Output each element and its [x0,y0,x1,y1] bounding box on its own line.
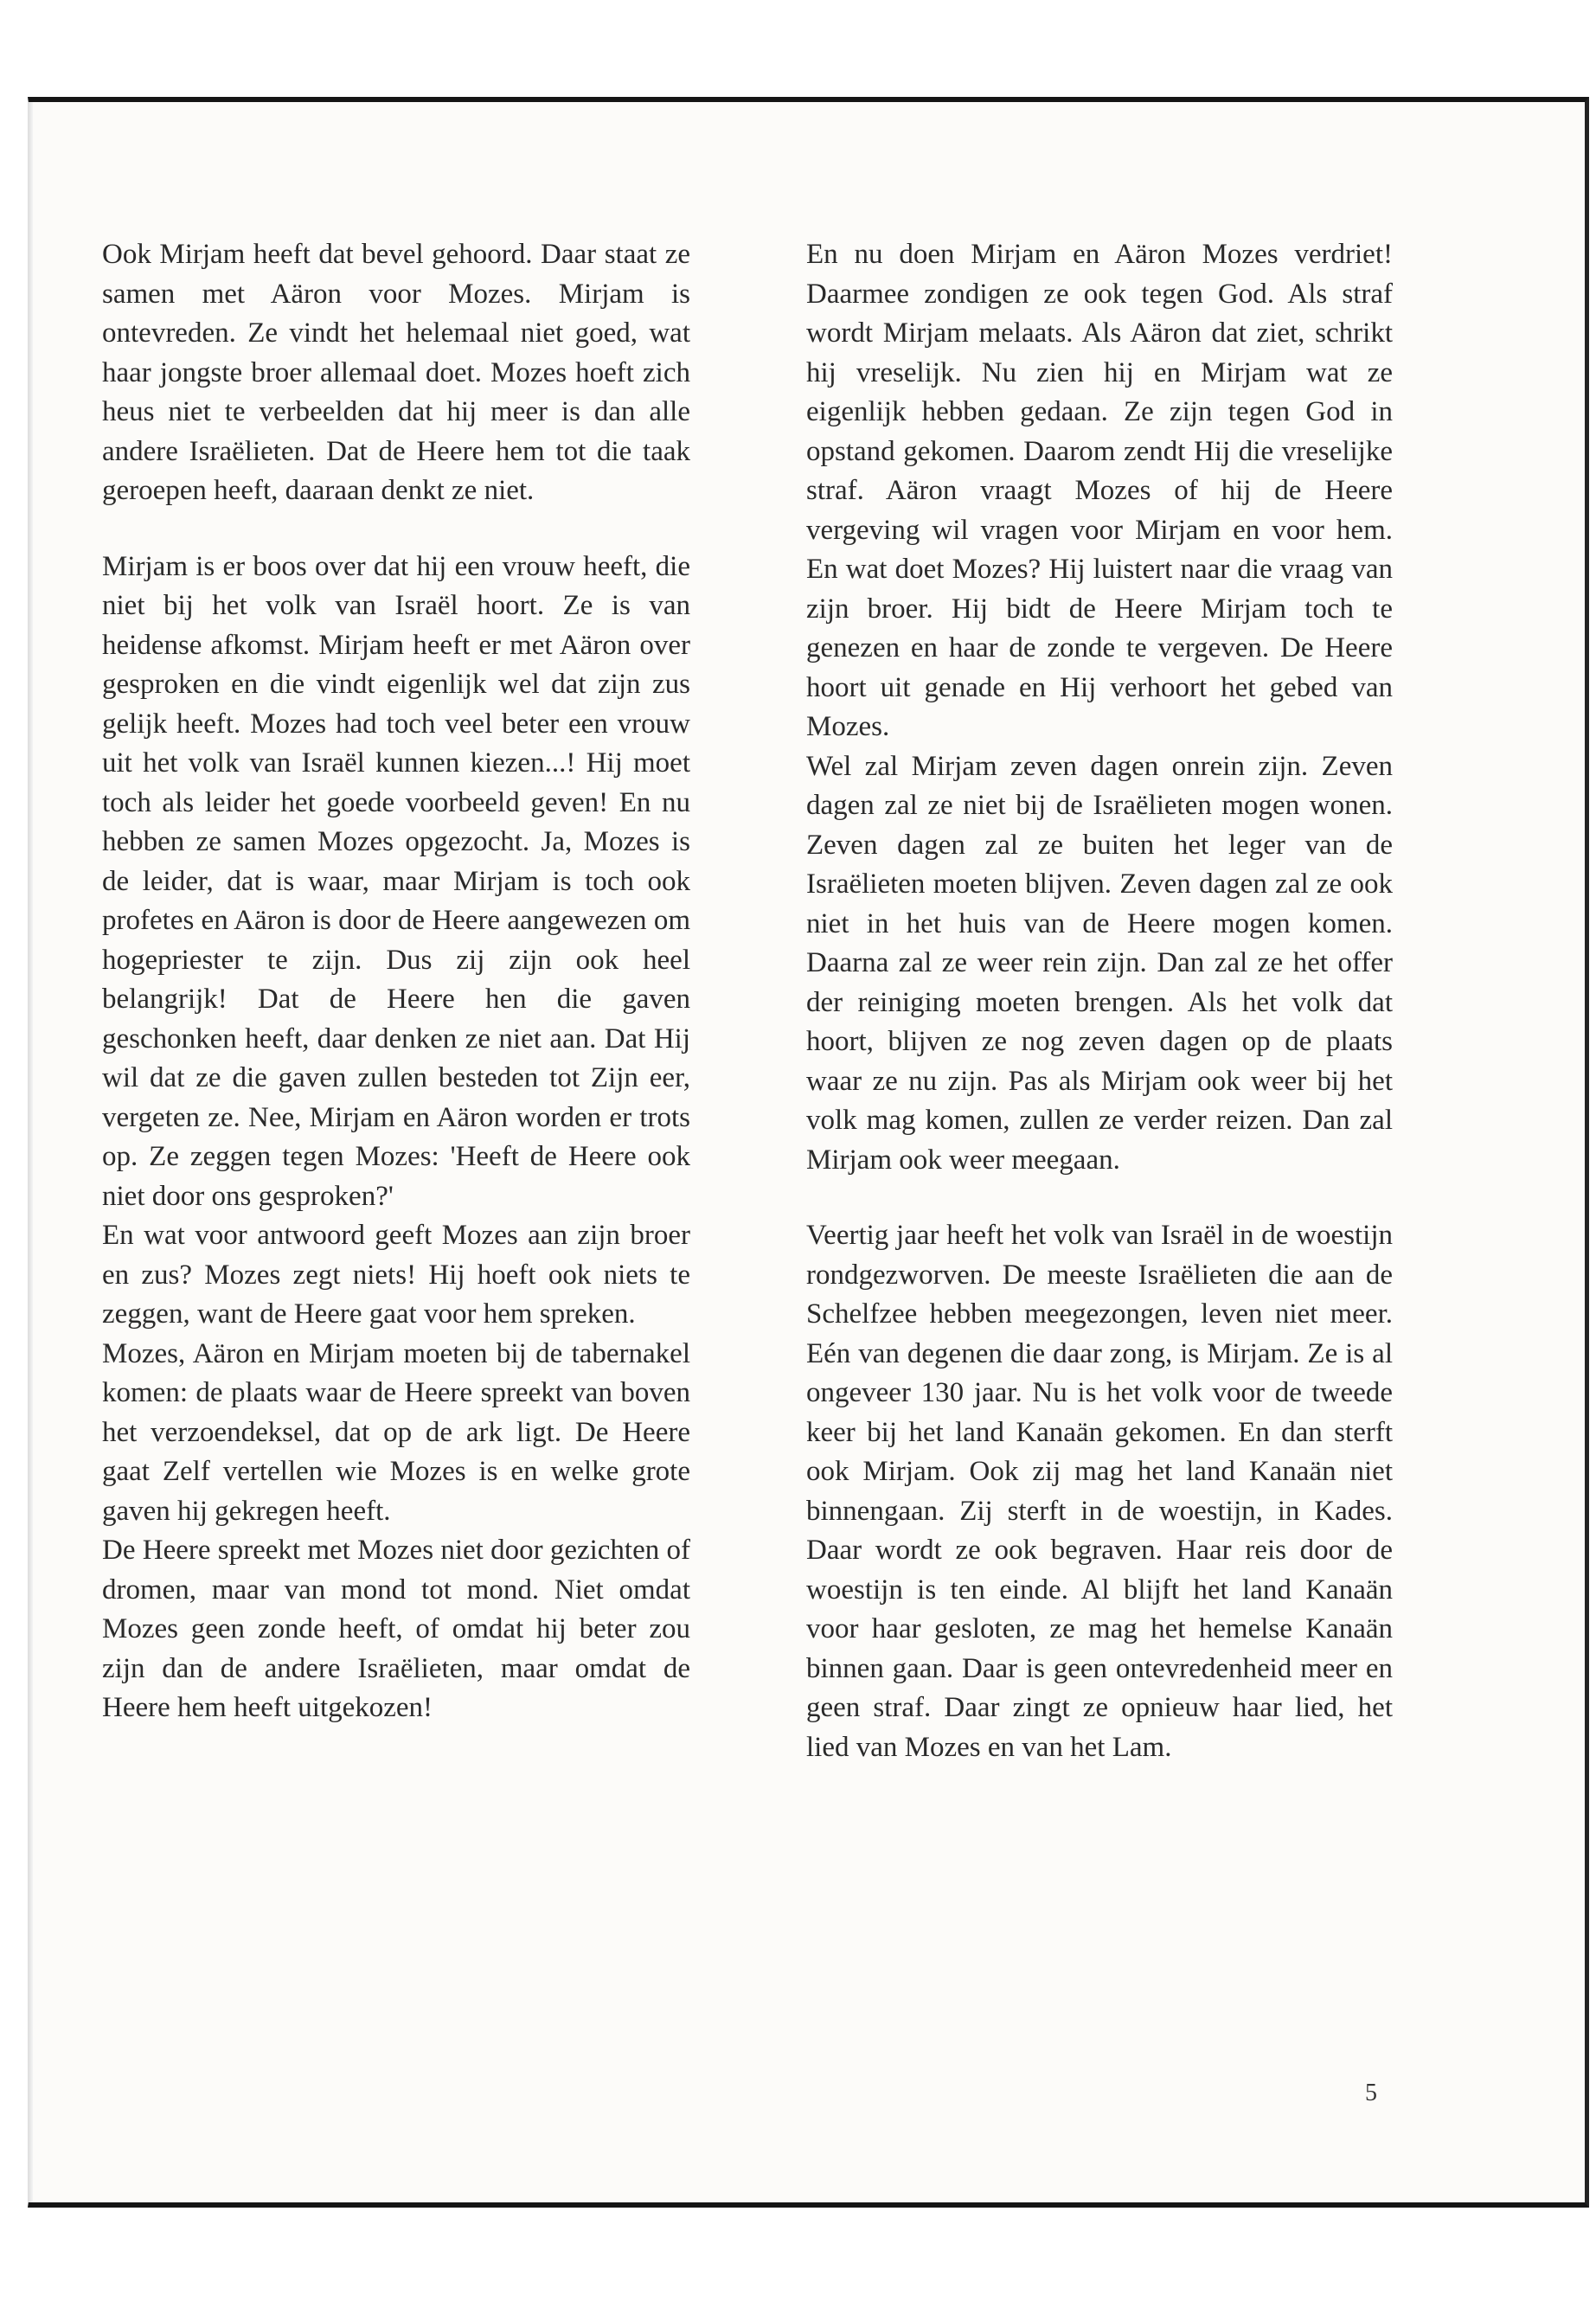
left-paragraph-3: En wat voor antwoord geeft Mozes aan zijn broer en zus? Mozes zegt niets! Hij hoeft ook niets te zeggen, want de Heere gaat voor hem spreken. [102,1220,690,1330]
left-paragraph-2: Mirjam is er boos over dat hij een vrouw heeft, die niet bij het volk van Israël hoort. Ze is van heidense afkomst. Mirjam heeft er met Aäron over gesproken en die vindt eigenlijk wel dat zijn zus gelijk heeft. Mozes had toch veel beter een vrouw uit het volk van Israël kunnen kiezen...! Hij moet toch als leider het goede voorbeeld geven! En nu hebben ze samen Mozes opgezocht. Ja, Mozes is de leider, dat is waar, maar Mirjam is toch ook profetes en Aäron is door de Heere aangewezen om hogepriester te zijn. Dus zij zijn ook heel belangrijk! Dat de Heere hen die gaven geschonken heeft, daar denken ze niet aan. Dat Hij wil dat ze die gaven zullen besteden tot Zijn eer, vergeten ze. Nee, Mirjam en Aäron worden er trots op. Ze zeggen tegen Mozes: 'Heeft de Heere ook niet door ons gesproken?' [102,550,690,1212]
right-text-column [806,235,1393,1767]
left-paragraph-4: Mozes, Aäron en Mirjam moeten bij de tabernakel komen: de plaats waar de Heere spreekt van boven het verzoendeksel, dat op de ark ligt. De Heere gaat Zelf vertellen wie Mozes is en welke grote gaven hij gekregen heeft. [102,1337,690,1527]
right-paragraph-2: Wel zal Mirjam zeven dagen onrein zijn. Zeven dagen zal ze niet bij de Israëlieten mogen wonen. Zeven dagen zal ze buiten het leger van de Israëlieten moeten blijven. Zeven dagen zal ze ook niet in het huis van de Heere mogen komen. Daarna zal ze weer rein zijn. Dan zal ze het offer der reiniging moeten brengen. Als het volk dat hoort, blijven ze nog zeven dagen op de plaats waar ze nu zijn. Pas als Mirjam ook weer bij het volk mag komen, zullen ze verder reizen. Dan zal Mirjam ook weer meegaan. [806,750,1393,1176]
left-paragraph-1: Ook Mirjam heeft dat bevel gehoord. Daar staat ze samen met Aäron voor Mozes. Mirjam is ontevreden. Ze vindt het helemaal niet goed, wat haar jongste broer allemaal doet. Mozes hoeft zich heus niet te verbeelden dat hij meer is dan alle andere Israëlieten. Dat de Heere hem tot die taak geroepen heeft, daaraan denkt ze niet. [102,239,690,506]
left-paragraph-5: De Heere spreekt met Mozes niet door gezichten of dromen, maar van mond tot mond. Niet omdat Mozes geen zonde heeft, of omdat hij beter zou zijn dan de andere Israëlieten, maar omdat de Heere hem heeft uitgekozen! [102,1535,690,1723]
right-paragraph-3: Veertig jaar heeft het volk van Israël in de woestijn rondgezworven. De meeste Israëlieten die aan de Schelfzee hebben meegezongen, leven niet meer. Eén van degenen die daar zong, is Mirjam. Ze is al ongeveer 130 jaar. Nu is het volk voor de tweede keer bij het land Kanaän gekomen. En dan sterft ook Mirjam. Ook zij mag het land Kanaän niet binnengaan. Zij sterft in de woestijn, in Kades. Daar wordt ze ook begraven. Haar reis door de woestijn is ten einde. Al blijft het land Kanaän voor haar gesloten, ze mag het hemelse Kanaän binnen gaan. Daar is geen ontevredenheid meer en geen straf. Daar zingt ze opnieuw haar lied, het lied van Mozes en van het Lam. [806,1220,1393,1763]
page-number: 5 [1365,2080,1377,2106]
page-spine-shadow [28,102,33,2202]
right-paragraph-1: En nu doen Mirjam en Aäron Mozes verdriet! Daarmee zondigen ze ook tegen God. Als straf wordt Mirjam melaats. Als Aäron dat ziet, schrikt hij vreselijk. Nu zien hij en Mirjam wat ze eigenlijk hebben gedaan. Ze zijn tegen God in opstand gekomen. Daarom zendt Hij die vreselijke straf. Aäron vraagt Mozes of hij de Heere vergeving wil vragen voor Mirjam en voor hem. En wat doet Mozes? Hij luistert naar die vraag van zijn broer. Hij bidt de Heere Mirjam toch te genezen en haar de zonde te vergeven. De Heere hoort uit genade en Hij verhoort het gebed van Mozes. [806,239,1393,742]
left-text-column [102,235,690,1728]
